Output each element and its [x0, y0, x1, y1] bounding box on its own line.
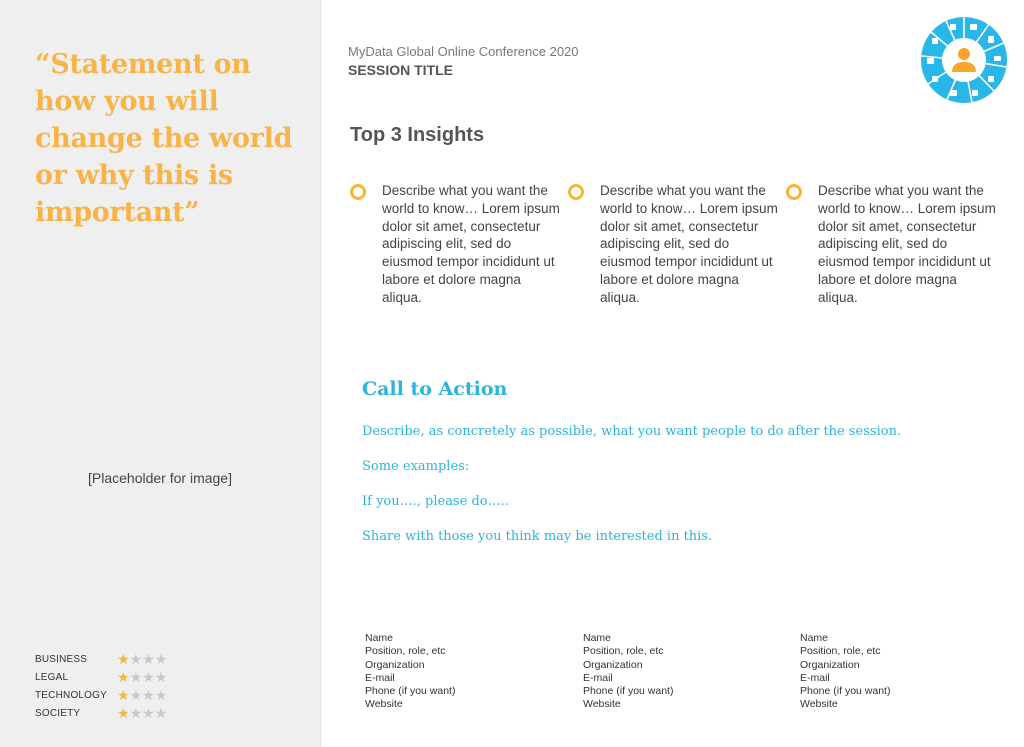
star-icon: ★	[154, 651, 168, 667]
star-icon: ★	[117, 705, 130, 721]
contact-position: Position, role, etc	[583, 645, 664, 658]
rating-row-society	[35, 704, 167, 722]
contact-phone: Phone (if you want)	[365, 685, 456, 698]
rating-label: SOCIETY	[35, 707, 81, 719]
contact-position: Position, role, etc	[365, 645, 446, 658]
star-icon: ★	[154, 687, 168, 703]
star-icon: ★	[129, 651, 143, 667]
cta-line: Some examples:	[362, 459, 470, 474]
contact-phone: Phone (if you want)	[800, 685, 891, 698]
insights-heading: Top 3 Insights	[350, 124, 485, 146]
contact-position: Position, role, etc	[800, 645, 881, 658]
topic-ratings	[35, 650, 167, 722]
cta-line: If you…., please do…..	[362, 494, 509, 509]
star-rating	[117, 706, 167, 720]
contact-email: E-mail	[583, 671, 613, 684]
rating-row-business	[35, 650, 167, 668]
contact-name: Name	[365, 632, 394, 644]
star-icon: ★	[142, 705, 155, 721]
circle-bullet-icon	[786, 184, 802, 200]
contact-website: Website	[365, 698, 403, 711]
rating-label: TECHNOLOGY	[35, 689, 108, 701]
star-rating	[117, 688, 167, 702]
cta-line: Describe, as concretely as possible, what you want people to do after the session.	[362, 424, 902, 439]
circle-bullet-icon	[350, 184, 366, 200]
insight-text: Describe what you want the world to know… Lorem ipsum dolor sit amet, consectetur adipiscing elit, sed do eiusmod tempor incididunt ut labore et dolore magna aliqua.	[382, 183, 560, 305]
contact-organization: Organization	[583, 658, 643, 671]
cta-line: Share with those you think may be interested in this.	[362, 529, 713, 544]
contact-block-2	[583, 632, 673, 712]
star-icon: ★	[142, 651, 155, 667]
contact-organization: Organization	[800, 658, 860, 671]
star-icon: ★	[129, 705, 143, 721]
call-to-action-heading: Call to Action	[362, 378, 508, 400]
star-icon: ★	[154, 705, 168, 721]
contact-name: Name	[800, 632, 829, 644]
star-rating	[117, 670, 167, 684]
star-icon: ★	[117, 651, 130, 667]
contact-organization: Organization	[365, 658, 425, 671]
contact-block-1	[365, 632, 455, 712]
image-placeholder: [Placeholder for image]	[88, 470, 232, 486]
mydata-person-wheel-icon	[920, 16, 1008, 104]
star-icon: ★	[117, 669, 130, 685]
session-title: SESSION TITLE	[348, 62, 454, 78]
contact-email: E-mail	[800, 671, 830, 684]
star-icon: ★	[154, 669, 168, 685]
conference-name: MyData Global Online Conference 2020	[348, 44, 579, 59]
insight-text: Describe what you want the world to know… Lorem ipsum dolor sit amet, consectetur adipiscing elit, sed do eiusmod tempor incididunt ut labore et dolore magna aliqua.	[818, 183, 996, 305]
contact-website: Website	[800, 698, 838, 711]
contact-name: Name	[583, 632, 612, 644]
star-icon: ★	[117, 687, 130, 703]
star-icon: ★	[129, 687, 143, 703]
circle-bullet-icon	[568, 184, 584, 200]
star-icon: ★	[142, 687, 155, 703]
rating-label: LEGAL	[35, 671, 69, 683]
contact-email: E-mail	[365, 671, 395, 684]
rating-row-technology	[35, 686, 167, 704]
contact-website: Website	[583, 698, 621, 711]
rating-row-legal	[35, 668, 167, 686]
star-rating	[117, 652, 167, 666]
statement-quote: “Statement on how you will change the world or why this is important”	[35, 49, 293, 228]
left-panel	[0, 0, 321, 747]
contact-phone: Phone (if you want)	[583, 685, 674, 698]
insight-text: Describe what you want the world to know… Lorem ipsum dolor sit amet, consectetur adipiscing elit, sed do eiusmod tempor incididunt ut labore et dolore magna aliqua.	[600, 183, 778, 305]
contact-block-3	[800, 632, 890, 712]
star-icon: ★	[142, 669, 155, 685]
rating-label: BUSINESS	[35, 653, 88, 665]
star-icon: ★	[129, 669, 143, 685]
